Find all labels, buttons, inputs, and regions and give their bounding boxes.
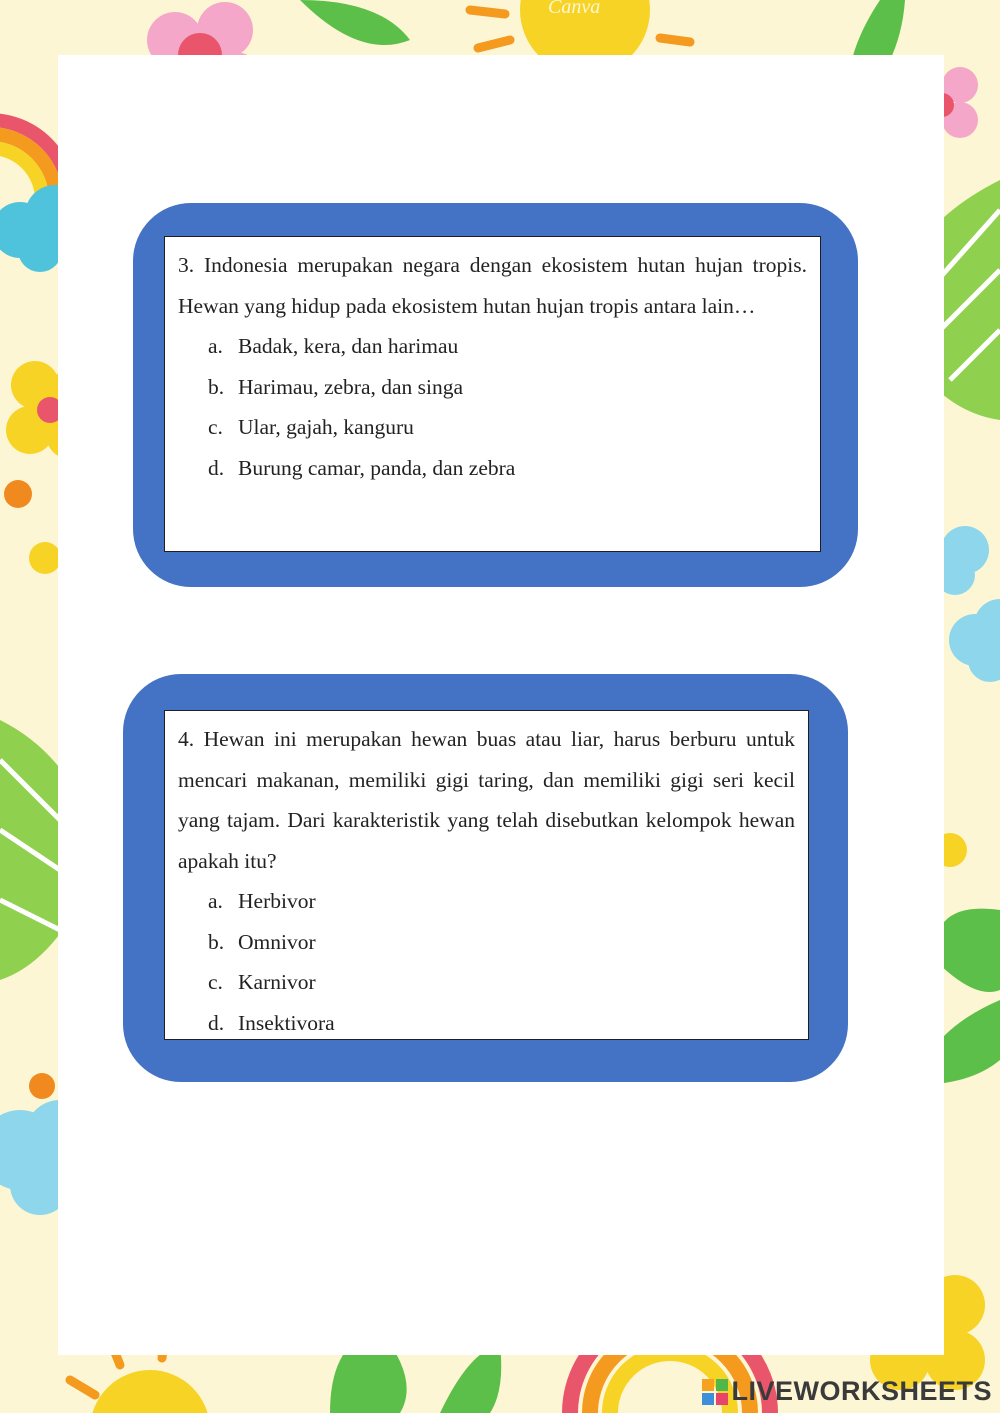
option-letter: d. [208, 1010, 225, 1035]
option-text: Badak, kera, dan harimau [238, 334, 459, 358]
question-box-4 [164, 710, 809, 1040]
option-letter: d. [208, 455, 225, 480]
question-box-3 [164, 236, 821, 552]
liveworksheets-icon [702, 1379, 728, 1405]
option-text: Herbivor [238, 889, 316, 913]
brand-text: LIVEWORKSHEETS [731, 1376, 992, 1406]
option-4d[interactable] [208, 1003, 795, 1044]
option-3a[interactable] [208, 326, 807, 367]
option-text: Burung camar, panda, dan zebra [238, 455, 516, 480]
dot-orange-bottom-left [29, 1073, 55, 1099]
question-card-4 [123, 674, 848, 1082]
leaf-top-center [300, 0, 410, 45]
options-list-4 [178, 881, 795, 1043]
liveworksheets-logo[interactable] [702, 1376, 992, 1407]
option-4c[interactable] [208, 962, 795, 1003]
canva-watermark: Canva [548, 0, 601, 18]
option-text: Harimau, zebra, dan singa [238, 374, 464, 399]
option-letter: b. [208, 929, 225, 954]
question-text-3: 3. Indonesia merupakan negara dengan ekosistem hutan hujan tropis. Hewan yang hidup pada ekosistem hutan hujan tropis antara lain… [178, 253, 807, 318]
options-list-3 [178, 326, 807, 488]
option-3d[interactable] [208, 448, 807, 489]
option-letter: c. [208, 970, 223, 994]
leaf-bottom-center-2 [440, 1345, 501, 1413]
option-letter: b. [208, 374, 225, 399]
dot-yellow-left [29, 542, 61, 574]
option-3c[interactable] [208, 407, 807, 448]
option-4a[interactable] [208, 881, 795, 922]
option-text: Ular, gajah, kanguru [238, 415, 414, 439]
question-card-3 [133, 203, 858, 587]
option-text: Omnivor [238, 929, 316, 954]
option-letter: a. [208, 334, 223, 358]
option-letter: c. [208, 415, 223, 439]
question-text-4: 4. Hewan ini merupakan hewan buas atau liar, harus berburu untuk mencari makanan, memiliki gigi taring, dan memiliki gigi seri kecil yang tajam. Dari karakteristik yang telah disebutkan kelompok hewan apakah itu? [178, 727, 795, 873]
option-text: Karnivor [238, 970, 316, 994]
option-4b[interactable] [208, 922, 795, 963]
option-letter: a. [208, 889, 223, 913]
dot-orange-left [4, 480, 32, 508]
option-3b[interactable] [208, 367, 807, 408]
leaf-right-lower [935, 909, 1000, 992]
option-text: Insektivora [238, 1010, 335, 1035]
